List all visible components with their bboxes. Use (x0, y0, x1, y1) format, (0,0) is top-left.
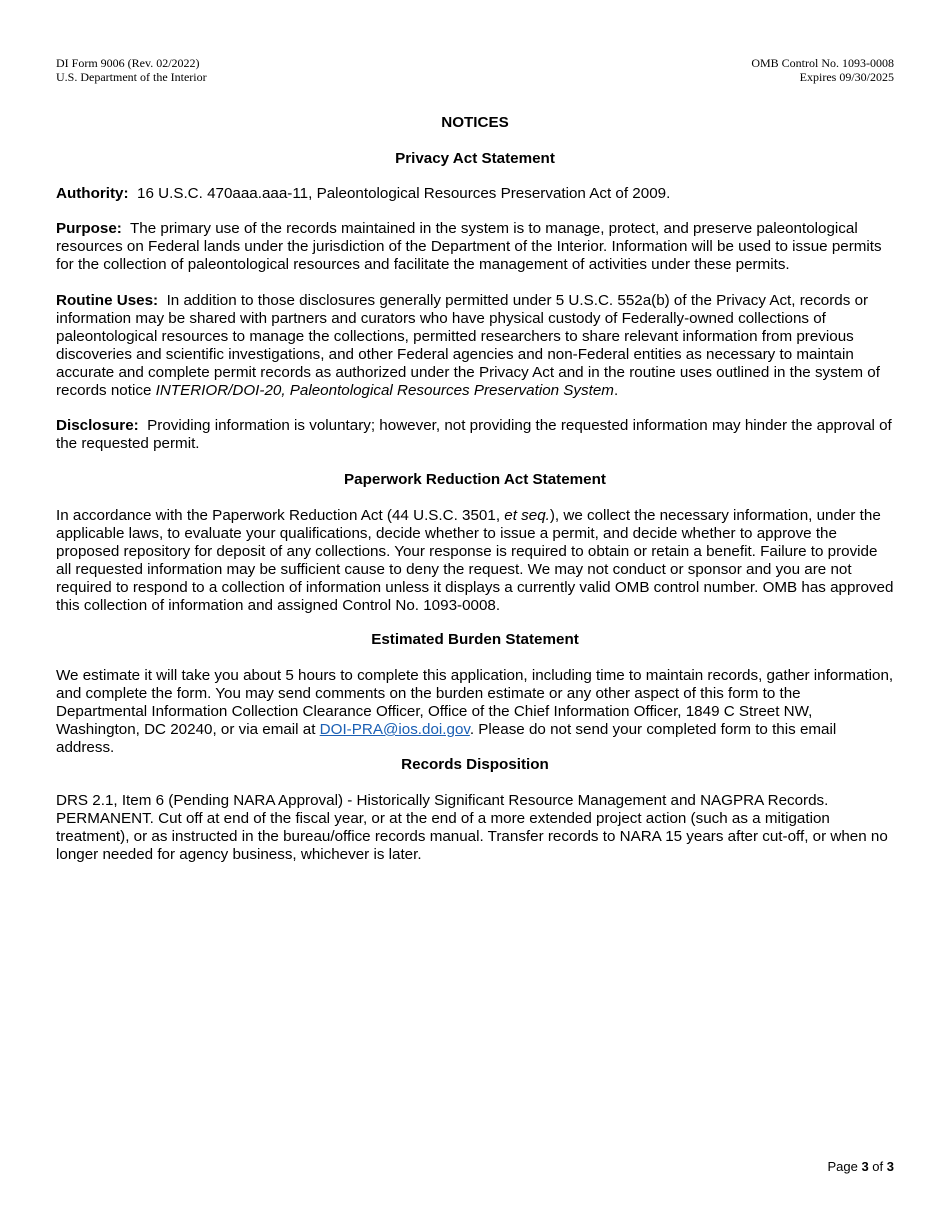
current-page: 3 (861, 1159, 869, 1174)
omb-control-number: OMB Control No. 1093-0008 (751, 56, 894, 70)
form-id: DI Form 9006 (Rev. 02/2022) (56, 56, 200, 70)
routine-uses-paragraph (56, 292, 894, 400)
form-header-left (56, 57, 207, 84)
page-word: Page (827, 1159, 858, 1174)
document-page (56, 0, 894, 1230)
privacy-act-heading: Privacy Act Statement (395, 150, 555, 167)
disclosure-label: Disclosure: (56, 417, 139, 434)
form-header-right (751, 57, 894, 84)
department-name: U.S. Department of the Interior (56, 69, 207, 84)
purpose-paragraph (56, 220, 894, 274)
expiration-date: Expires 09/30/2025 (799, 69, 894, 84)
records-disposition-heading: Records Disposition (401, 756, 549, 773)
estimated-burden-paragraph (56, 667, 894, 757)
of-word: of (872, 1159, 884, 1174)
paperwork-text-end: ), we collect the necessary information, under the applicable laws, to evaluate your qualifications, decide whether to issue a permit, and decide whether to approve the proposed repository for deposit of any collections. Your response is required to obtain or retain a benefit. Failure to provide all requested information may be sufficient cause to deny the request. We may not conduct or sponsor and you are not required to respond to a collection of information unless it displays a currently valid OMB control number. OMB has approved this collection of information and assigned Control No. 1093-0008. (56, 507, 894, 614)
paperwork-text-start: In accordance with the Paperwork Reduction Act (44 U.S.C. 3501, (56, 507, 505, 524)
authority-text: 16 U.S.C. 470aaa.aaa-11, Paleontological Resources Preservation Act of 2009. (137, 185, 671, 202)
paperwork-reduction-paragraph (56, 507, 894, 615)
routine-uses-label: Routine Uses: (56, 292, 159, 309)
estimated-burden-heading: Estimated Burden Statement (371, 631, 579, 648)
purpose-label: Purpose: (56, 220, 122, 237)
authority-paragraph (56, 185, 894, 203)
system-of-records-notice: INTERIOR/DOI-20, Paleontological Resources Preservation System (155, 382, 614, 399)
disclosure-text: Providing information is voluntary; however, not providing the requested information may hinder the approval of the requested permit. (56, 417, 892, 452)
paperwork-reduction-heading: Paperwork Reduction Act Statement (344, 471, 606, 488)
notices-title: NOTICES (441, 114, 509, 131)
authority-label: Authority: (56, 185, 129, 202)
routine-uses-text: In addition to those disclosures generally permitted under 5 U.S.C. 552a(b) of the Privacy Act, records or information may be shared with partners and curators who have physical custody of Federally-owned collections of paleontological resources to manage the collections, permitted researchers to share relevant information from previous discoveries and scientific investigations, and other Federal agencies and non-Federal entities as necessary to maintain accurate and complete permit records as authorized under the Privacy Act and in the routine uses outlined in the system of records notice (56, 292, 880, 399)
burden-text-start: We estimate it will take you about 5 hours to complete this application, including time to maintain records, gather information, and complete the form. You may send comments on the burden estimate or any other aspect of this form to the Departmental Information Collection Clearance Officer, Office of the Chief Information Officer, 1849 C Street NW, Washington, DC 20240, or via email at (56, 667, 894, 738)
burden-text-end: . Please do not send your completed form to this email address. (56, 721, 837, 756)
total-pages: 3 (886, 1159, 894, 1174)
routine-uses-end: . (613, 382, 619, 399)
purpose-text: The primary use of the records maintained in the system is to manage, protect, and preserve paleontological resources on Federal lands under the jurisdiction of the Department of the Interior. Information will be used to issue permits for the collection of paleontological resources and facilitate the management of activities under these permits. (56, 220, 882, 273)
records-disposition-paragraph: DRS 2.1, Item 6 (Pending NARA Approval) - Historically Significant Resource Management and NAGPRA Records. PERMANENT. Cut off at end of the fiscal year, or at the end of a more extended project action (such as a mitigation treatment), or as instructed in the bureau/office records manual. Transfer records to NARA 15 years after cut-off, or when no longer needed for agency business, whichever is later. (56, 792, 888, 863)
page-number (827, 1158, 894, 1176)
pra-email-link[interactable]: DOI-PRA@ios.doi.gov (319, 721, 470, 738)
et-seq-italic: et seq. (504, 507, 550, 524)
disclosure-paragraph (56, 417, 894, 453)
